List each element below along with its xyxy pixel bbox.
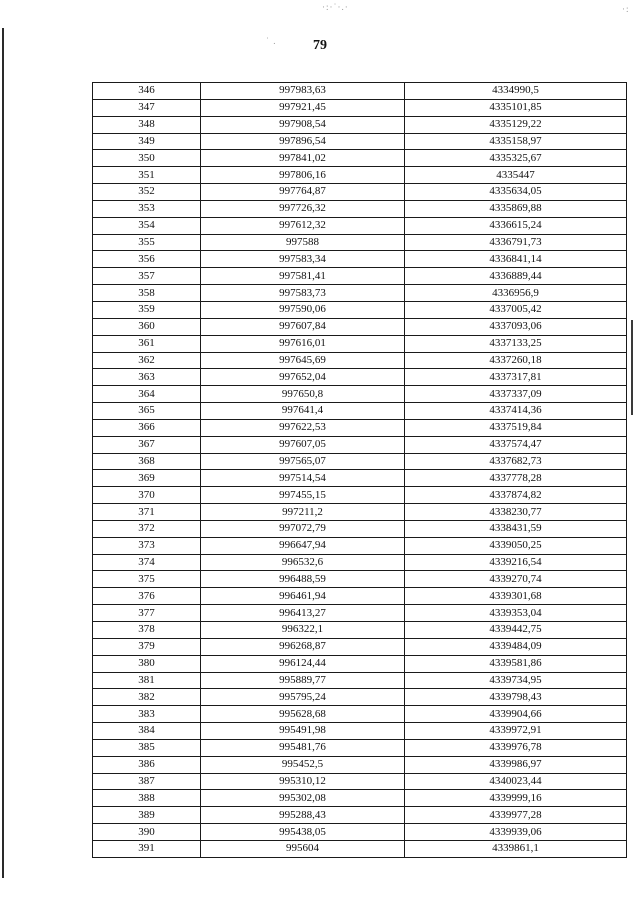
point-number-cell: 390 [93, 824, 201, 841]
x-coordinate-cell: 997652,04 [201, 369, 405, 386]
x-coordinate-cell: 997514,54 [201, 470, 405, 487]
point-number-cell: 361 [93, 335, 201, 352]
y-coordinate-cell: 4339216,54 [405, 554, 627, 571]
point-number-cell: 367 [93, 436, 201, 453]
table-row [93, 453, 627, 470]
y-coordinate-cell: 4337778,28 [405, 470, 627, 487]
point-number-cell: 376 [93, 588, 201, 605]
x-coordinate-cell: 997583,34 [201, 251, 405, 268]
y-coordinate-cell: 4335129,22 [405, 116, 627, 133]
y-coordinate-cell: 4339050,25 [405, 537, 627, 554]
table-row [93, 487, 627, 504]
point-number-cell: 379 [93, 638, 201, 655]
point-number-cell: 353 [93, 200, 201, 217]
y-coordinate-cell: 4336791,73 [405, 234, 627, 251]
x-coordinate-cell: 997607,84 [201, 318, 405, 335]
scan-edge-left [2, 28, 4, 878]
x-coordinate-cell: 997908,54 [201, 116, 405, 133]
point-number-cell: 355 [93, 234, 201, 251]
x-coordinate-cell: 997983,63 [201, 83, 405, 100]
y-coordinate-cell: 4340023,44 [405, 773, 627, 790]
x-coordinate-cell: 997607,05 [201, 436, 405, 453]
x-coordinate-cell: 995310,12 [201, 773, 405, 790]
y-coordinate-cell: 4339353,04 [405, 605, 627, 622]
table-row [93, 335, 627, 352]
y-coordinate-cell: 4336615,24 [405, 217, 627, 234]
x-coordinate-cell: 997565,07 [201, 453, 405, 470]
x-coordinate-cell: 996322,1 [201, 622, 405, 639]
point-number-cell: 346 [93, 83, 201, 100]
table-row [93, 638, 627, 655]
y-coordinate-cell: 4337005,42 [405, 301, 627, 318]
y-coordinate-cell: 4337093,06 [405, 318, 627, 335]
y-coordinate-cell: 4339734,95 [405, 672, 627, 689]
y-coordinate-cell: 4339999,16 [405, 790, 627, 807]
point-number-cell: 349 [93, 133, 201, 150]
table-row [93, 268, 627, 285]
x-coordinate-cell: 996461,94 [201, 588, 405, 605]
y-coordinate-cell: 4339581,86 [405, 655, 627, 672]
point-number-cell: 358 [93, 285, 201, 302]
x-coordinate-cell: 995628,68 [201, 706, 405, 723]
y-coordinate-cell: 4339301,68 [405, 588, 627, 605]
table-row [93, 739, 627, 756]
point-number-cell: 360 [93, 318, 201, 335]
table-row [93, 689, 627, 706]
table-row [93, 672, 627, 689]
point-number-cell: 371 [93, 504, 201, 521]
y-coordinate-cell: 4339972,91 [405, 723, 627, 740]
table-row [93, 167, 627, 184]
y-coordinate-cell: 4337574,47 [405, 436, 627, 453]
x-coordinate-cell: 995452,5 [201, 756, 405, 773]
y-coordinate-cell: 4337133,25 [405, 335, 627, 352]
x-coordinate-cell: 997650,8 [201, 386, 405, 403]
point-number-cell: 368 [93, 453, 201, 470]
x-coordinate-cell: 997581,41 [201, 268, 405, 285]
y-coordinate-cell: 4338230,77 [405, 504, 627, 521]
point-number-cell: 388 [93, 790, 201, 807]
y-coordinate-cell: 4339270,74 [405, 571, 627, 588]
x-coordinate-cell: 995604 [201, 840, 405, 857]
y-coordinate-cell: 4339861,1 [405, 840, 627, 857]
point-number-cell: 387 [93, 773, 201, 790]
point-number-cell: 357 [93, 268, 201, 285]
y-coordinate-cell: 4337874,82 [405, 487, 627, 504]
y-coordinate-cell: 4336889,44 [405, 268, 627, 285]
y-coordinate-cell: 4336841,14 [405, 251, 627, 268]
x-coordinate-cell: 995438,05 [201, 824, 405, 841]
table-row [93, 824, 627, 841]
table-row [93, 706, 627, 723]
y-coordinate-cell: 4336956,9 [405, 285, 627, 302]
x-coordinate-cell: 996268,87 [201, 638, 405, 655]
x-coordinate-cell: 997921,45 [201, 99, 405, 116]
table-row [93, 83, 627, 100]
point-number-cell: 382 [93, 689, 201, 706]
x-coordinate-cell: 995481,76 [201, 739, 405, 756]
table-row [93, 605, 627, 622]
table-row [93, 622, 627, 639]
point-number-cell: 377 [93, 605, 201, 622]
table-row [93, 790, 627, 807]
point-number-cell: 380 [93, 655, 201, 672]
point-number-cell: 386 [93, 756, 201, 773]
point-number-cell: 385 [93, 739, 201, 756]
y-coordinate-cell: 4335325,67 [405, 150, 627, 167]
y-coordinate-cell: 4334990,5 [405, 83, 627, 100]
scan-edge-right [631, 320, 633, 415]
point-number-cell: 389 [93, 807, 201, 824]
table-row [93, 403, 627, 420]
point-number-cell: 378 [93, 622, 201, 639]
page-number: 79 [313, 38, 327, 53]
table-row [93, 723, 627, 740]
table-row [93, 840, 627, 857]
point-number-cell: 391 [93, 840, 201, 857]
x-coordinate-cell: 996532,6 [201, 554, 405, 571]
point-number-cell: 381 [93, 672, 201, 689]
table-row [93, 773, 627, 790]
table-row [93, 554, 627, 571]
y-coordinate-cell: 4339904,66 [405, 706, 627, 723]
table-row [93, 200, 627, 217]
y-coordinate-cell: 4339484,09 [405, 638, 627, 655]
x-coordinate-cell: 997612,32 [201, 217, 405, 234]
point-number-cell: 351 [93, 167, 201, 184]
table-row [93, 301, 627, 318]
table-row [93, 150, 627, 167]
point-number-cell: 354 [93, 217, 201, 234]
point-number-cell: 366 [93, 419, 201, 436]
table-row [93, 369, 627, 386]
x-coordinate-cell: 997764,87 [201, 184, 405, 201]
y-coordinate-cell: 4338431,59 [405, 520, 627, 537]
table-row [93, 318, 627, 335]
y-coordinate-cell: 4335634,05 [405, 184, 627, 201]
table-row [93, 234, 627, 251]
point-number-cell: 364 [93, 386, 201, 403]
table-row [93, 571, 627, 588]
y-coordinate-cell: 4335869,88 [405, 200, 627, 217]
table-row [93, 184, 627, 201]
point-number-cell: 362 [93, 352, 201, 369]
x-coordinate-cell: 996124,44 [201, 655, 405, 672]
x-coordinate-cell: 997841,02 [201, 150, 405, 167]
y-coordinate-cell: 4339939,06 [405, 824, 627, 841]
point-number-cell: 365 [93, 403, 201, 420]
point-number-cell: 372 [93, 520, 201, 537]
y-coordinate-cell: 4339442,75 [405, 622, 627, 639]
point-number-cell: 356 [93, 251, 201, 268]
x-coordinate-cell: 996413,27 [201, 605, 405, 622]
point-number-cell: 375 [93, 571, 201, 588]
x-coordinate-cell: 997455,15 [201, 487, 405, 504]
x-coordinate-cell: 997072,79 [201, 520, 405, 537]
y-coordinate-cell: 4337682,73 [405, 453, 627, 470]
y-coordinate-cell: 4337519,84 [405, 419, 627, 436]
x-coordinate-cell: 995288,43 [201, 807, 405, 824]
y-coordinate-cell: 4335158,97 [405, 133, 627, 150]
table-row [93, 520, 627, 537]
point-number-cell: 383 [93, 706, 201, 723]
table-row [93, 133, 627, 150]
point-number-cell: 369 [93, 470, 201, 487]
y-coordinate-cell: 4335447 [405, 167, 627, 184]
scan-noise-corner: ·: [622, 4, 630, 14]
table-row [93, 251, 627, 268]
coordinates-table-body [93, 83, 627, 858]
x-coordinate-cell: 997616,01 [201, 335, 405, 352]
x-coordinate-cell: 997588 [201, 234, 405, 251]
x-coordinate-cell: 996647,94 [201, 537, 405, 554]
y-coordinate-cell: 4335101,85 [405, 99, 627, 116]
y-coordinate-cell: 4337414,36 [405, 403, 627, 420]
point-number-cell: 352 [93, 184, 201, 201]
x-coordinate-cell: 995491,98 [201, 723, 405, 740]
coordinates-table [92, 82, 627, 858]
scan-noise-top: ·:·˙·.· [322, 2, 349, 12]
table-row [93, 419, 627, 436]
table-row [93, 217, 627, 234]
point-number-cell: 374 [93, 554, 201, 571]
point-number-cell: 350 [93, 150, 201, 167]
x-coordinate-cell: 997806,16 [201, 167, 405, 184]
table-row [93, 756, 627, 773]
table-row [93, 99, 627, 116]
y-coordinate-cell: 4337337,09 [405, 386, 627, 403]
point-number-cell: 347 [93, 99, 201, 116]
x-coordinate-cell: 995302,08 [201, 790, 405, 807]
x-coordinate-cell: 996488,59 [201, 571, 405, 588]
table-row [93, 504, 627, 521]
table-row [93, 537, 627, 554]
table-row [93, 807, 627, 824]
x-coordinate-cell: 997641,4 [201, 403, 405, 420]
x-coordinate-cell: 997590,06 [201, 301, 405, 318]
table-row [93, 436, 627, 453]
x-coordinate-cell: 995889,77 [201, 672, 405, 689]
x-coordinate-cell: 997645,69 [201, 352, 405, 369]
y-coordinate-cell: 4339977,28 [405, 807, 627, 824]
table-row [93, 352, 627, 369]
point-number-cell: 370 [93, 487, 201, 504]
table-row [93, 386, 627, 403]
x-coordinate-cell: 997211,2 [201, 504, 405, 521]
point-number-cell: 359 [93, 301, 201, 318]
point-number-cell: 384 [93, 723, 201, 740]
x-coordinate-cell: 997622,53 [201, 419, 405, 436]
table-row [93, 116, 627, 133]
y-coordinate-cell: 4339986,97 [405, 756, 627, 773]
x-coordinate-cell: 997726,32 [201, 200, 405, 217]
y-coordinate-cell: 4339976,78 [405, 739, 627, 756]
table-row [93, 285, 627, 302]
point-number-cell: 348 [93, 116, 201, 133]
y-coordinate-cell: 4337260,18 [405, 352, 627, 369]
x-coordinate-cell: 997583,73 [201, 285, 405, 302]
scan-noise-near-number: ˙ . [266, 36, 277, 46]
table-row [93, 655, 627, 672]
table-row [93, 470, 627, 487]
point-number-cell: 363 [93, 369, 201, 386]
x-coordinate-cell: 995795,24 [201, 689, 405, 706]
x-coordinate-cell: 997896,54 [201, 133, 405, 150]
y-coordinate-cell: 4339798,43 [405, 689, 627, 706]
y-coordinate-cell: 4337317,81 [405, 369, 627, 386]
point-number-cell: 373 [93, 537, 201, 554]
table-row [93, 588, 627, 605]
